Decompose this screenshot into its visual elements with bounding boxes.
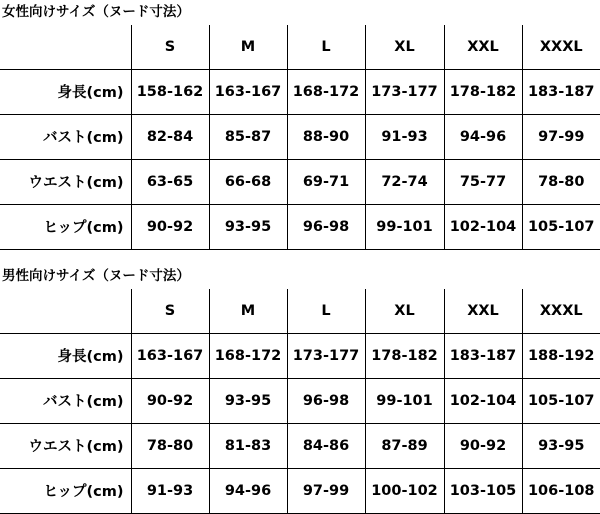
cell-waist-m: 81-83	[209, 423, 287, 468]
table-row	[0, 204, 600, 249]
table-header-row	[0, 25, 600, 70]
cell-waist-xl: 72-74	[365, 159, 444, 204]
row-label-height: 身長(cm)	[0, 69, 131, 114]
cell-hip-xxxl: 106-108	[522, 468, 600, 513]
column-header-m: M	[209, 25, 287, 70]
corner-cell	[0, 25, 131, 70]
row-label-hip: ヒップ(cm)	[0, 468, 131, 513]
column-header-xxxl: XXXL	[522, 289, 600, 334]
cell-bust-l: 96-98	[287, 378, 365, 423]
cell-bust-xxxl: 97-99	[522, 114, 600, 159]
cell-waist-xxxl: 78-80	[522, 159, 600, 204]
cell-hip-xxl: 103-105	[444, 468, 522, 513]
table-header-row	[0, 289, 600, 334]
cell-hip-xl: 100-102	[365, 468, 444, 513]
cell-hip-xxl: 102-104	[444, 204, 522, 249]
cell-height-xl: 178-182	[365, 333, 444, 378]
column-header-l: L	[287, 25, 365, 70]
cell-hip-xl: 99-101	[365, 204, 444, 249]
cell-hip-s: 90-92	[131, 204, 209, 249]
cell-height-xxxl: 183-187	[522, 69, 600, 114]
cell-height-xl: 173-177	[365, 69, 444, 114]
row-label-height: 身長(cm)	[0, 333, 131, 378]
table-row	[0, 69, 600, 114]
cell-height-s: 158-162	[131, 69, 209, 114]
column-header-xxl: XXL	[444, 25, 522, 70]
cell-bust-s: 82-84	[131, 114, 209, 159]
table-row	[0, 333, 600, 378]
table-row	[0, 114, 600, 159]
column-header-s: S	[131, 289, 209, 334]
cell-height-xxxl: 188-192	[522, 333, 600, 378]
table-row	[0, 159, 600, 204]
column-header-xl: XL	[365, 25, 444, 70]
row-label-bust: バスト(cm)	[0, 114, 131, 159]
cell-bust-s: 90-92	[131, 378, 209, 423]
table-row	[0, 378, 600, 423]
cell-waist-l: 69-71	[287, 159, 365, 204]
row-label-waist: ウエスト(cm)	[0, 423, 131, 468]
womens-size-title: 女性向けサイズ（ヌード寸法）	[2, 4, 190, 20]
cell-bust-m: 93-95	[209, 378, 287, 423]
cell-waist-xxxl: 93-95	[522, 423, 600, 468]
cell-waist-xxl: 75-77	[444, 159, 522, 204]
cell-bust-xl: 99-101	[365, 378, 444, 423]
column-header-s: S	[131, 25, 209, 70]
cell-hip-l: 96-98	[287, 204, 365, 249]
cell-waist-m: 66-68	[209, 159, 287, 204]
womens-size-table	[0, 25, 600, 250]
table-row	[0, 423, 600, 468]
cell-bust-l: 88-90	[287, 114, 365, 159]
cell-hip-s: 91-93	[131, 468, 209, 513]
cell-waist-s: 63-65	[131, 159, 209, 204]
cell-bust-xxl: 94-96	[444, 114, 522, 159]
cell-height-xxl: 183-187	[444, 333, 522, 378]
column-header-xxl: XXL	[444, 289, 522, 334]
cell-height-l: 173-177	[287, 333, 365, 378]
corner-cell	[0, 289, 131, 334]
cell-bust-xxxl: 105-107	[522, 378, 600, 423]
cell-height-l: 168-172	[287, 69, 365, 114]
cell-height-s: 163-167	[131, 333, 209, 378]
column-header-xxxl: XXXL	[522, 25, 600, 70]
table-row	[0, 468, 600, 513]
cell-height-xxl: 178-182	[444, 69, 522, 114]
cell-waist-l: 84-86	[287, 423, 365, 468]
cell-height-m: 168-172	[209, 333, 287, 378]
cell-bust-xxl: 102-104	[444, 378, 522, 423]
cell-hip-l: 97-99	[287, 468, 365, 513]
row-label-hip: ヒップ(cm)	[0, 204, 131, 249]
cell-hip-xxxl: 105-107	[522, 204, 600, 249]
column-header-m: M	[209, 289, 287, 334]
mens-size-section	[0, 264, 600, 514]
cell-hip-m: 93-95	[209, 204, 287, 249]
cell-hip-m: 94-96	[209, 468, 287, 513]
cell-waist-xl: 87-89	[365, 423, 444, 468]
womens-size-section	[0, 0, 600, 250]
mens-size-table	[0, 289, 600, 514]
cell-height-m: 163-167	[209, 69, 287, 114]
row-label-bust: バスト(cm)	[0, 378, 131, 423]
cell-bust-m: 85-87	[209, 114, 287, 159]
cell-waist-s: 78-80	[131, 423, 209, 468]
column-header-xl: XL	[365, 289, 444, 334]
mens-size-title: 男性向けサイズ（ヌード寸法）	[2, 267, 190, 284]
column-header-l: L	[287, 289, 365, 334]
cell-waist-xxl: 90-92	[444, 423, 522, 468]
cell-bust-xl: 91-93	[365, 114, 444, 159]
section-divider-space	[0, 250, 600, 264]
row-label-waist: ウエスト(cm)	[0, 159, 131, 204]
